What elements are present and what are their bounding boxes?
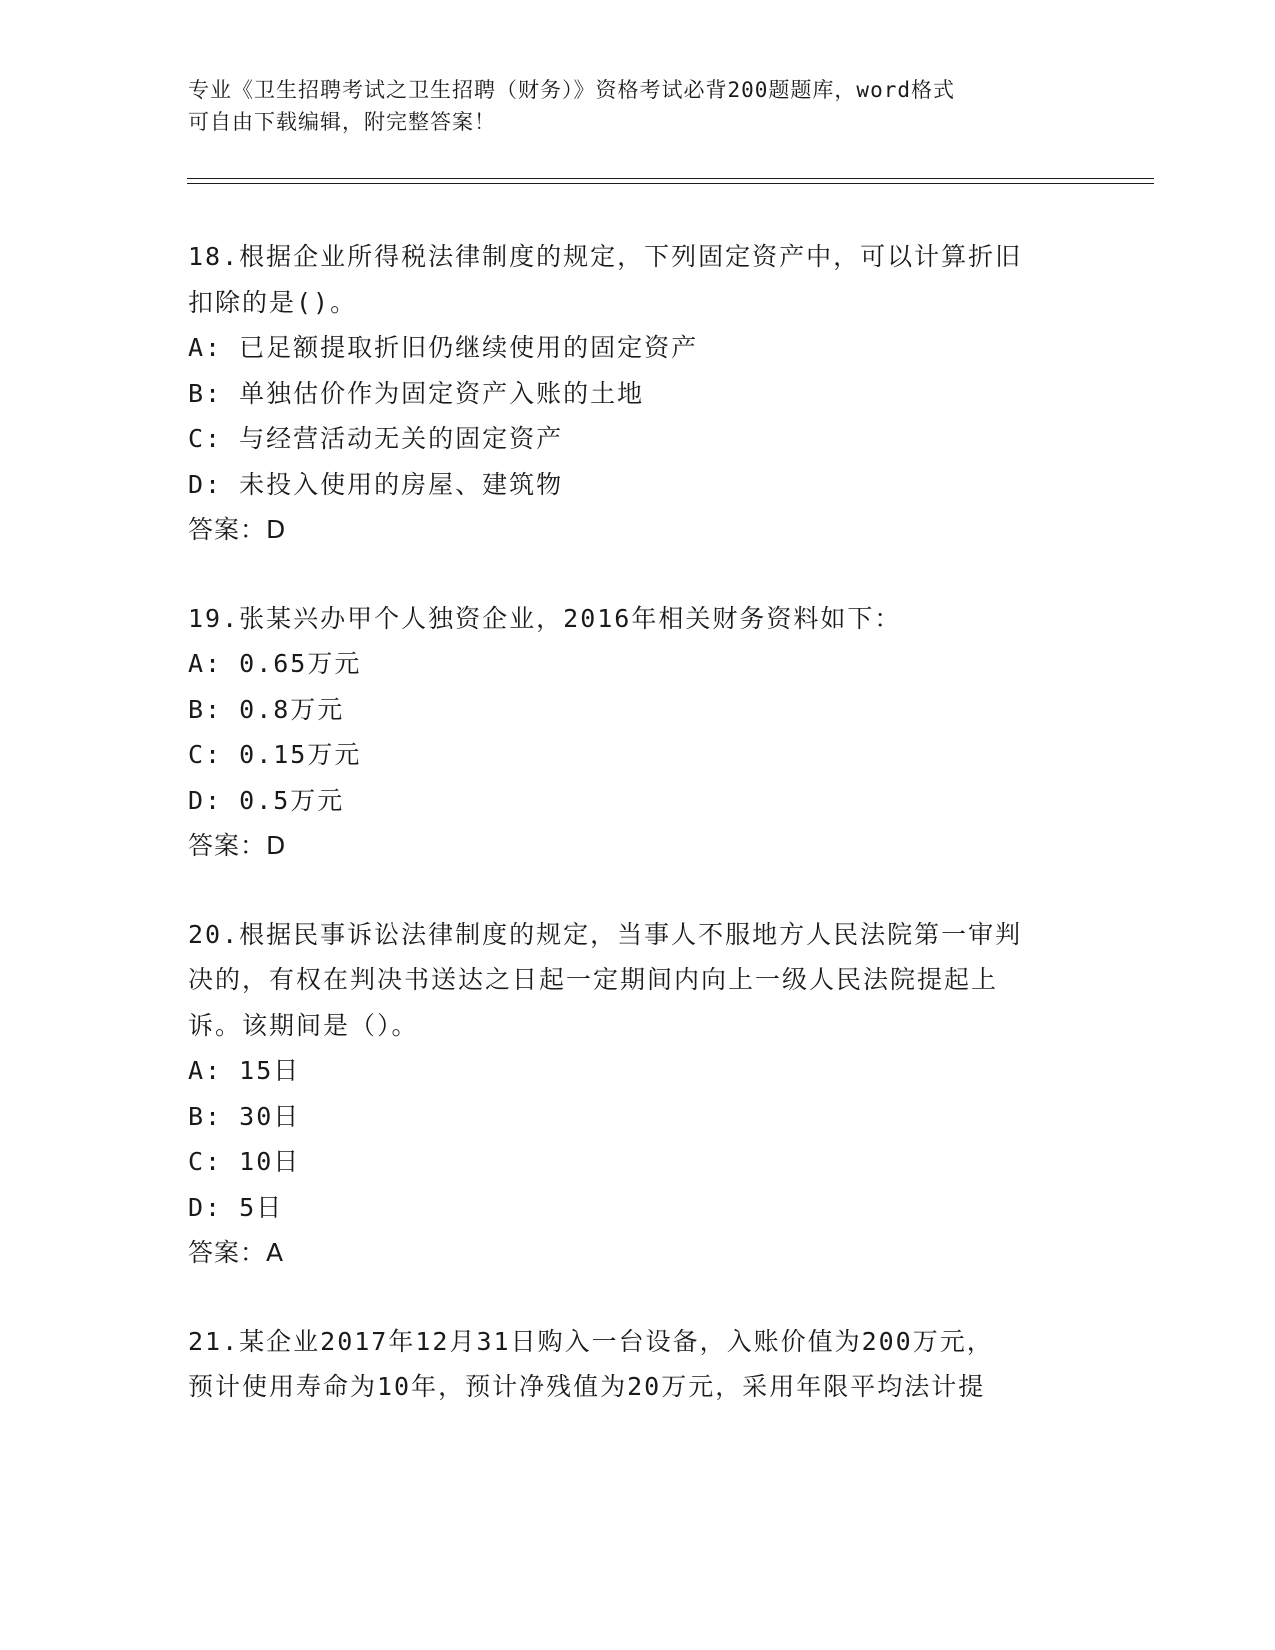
question-19-option-b: B: 0.8万元 [188, 694, 345, 724]
question-18-answer: 答案：D [188, 515, 287, 544]
question-gap [188, 869, 1088, 912]
question-20-stem-1: 20.根据民事诉讼法律制度的规定，当事人不服地方人民法院第一审判 [188, 919, 1023, 949]
question-21 [188, 1319, 1088, 1410]
question-20-option-d: D: 5日 [188, 1192, 284, 1222]
question-20-answer: 答案：A [188, 1238, 285, 1267]
question-19-option-d: D: 0.5万元 [188, 785, 345, 815]
question-18-option-a: A: 已足额提取折旧仍继续使用的固定资产 [188, 333, 699, 362]
question-list [188, 234, 1088, 1410]
question-18-stem-2: 扣除的是()。 [188, 287, 358, 317]
question-18-option-d: D: 未投入使用的房屋、建筑物 [188, 469, 564, 499]
question-21-stem-2: 预计使用寿命为10年，预计净残值为20万元，采用年限平均法计提 [188, 1372, 986, 1401]
question-20-option-b: B: 30日 [188, 1101, 301, 1131]
question-18-option-c: C: 与经营活动无关的固定资产 [188, 424, 564, 453]
question-21-stem-1: 21.某企业2017年12月31日购入一台设备，入账价值为200万元， [188, 1326, 994, 1356]
question-19-option-a: A: 0.65万元 [188, 649, 362, 678]
question-20-option-a: A: 15日 [188, 1056, 301, 1085]
question-18-stem-1: 18.根据企业所得税法律制度的规定，下列固定资产中，可以计算折旧 [188, 242, 1023, 271]
question-19 [188, 596, 1088, 869]
header-line-2: 可自由下载编辑，附完整答案！ [188, 110, 496, 134]
header-line-1: 专业《卫生招聘考试之卫生招聘（财务）》资格考试必背200题题库，word格式 [188, 78, 955, 102]
question-20-stem-3: 诉。该期间是（）。 [188, 1010, 419, 1040]
question-18 [188, 234, 1088, 553]
question-20 [188, 912, 1088, 1276]
question-19-answer: 答案：D [188, 831, 287, 860]
question-gap [188, 553, 1088, 596]
question-20-option-c: C: 10日 [188, 1147, 301, 1176]
question-20-stem-2: 决的，有权在判决书送达之日起一定期间内向上一级人民法院提起上 [188, 965, 999, 994]
header-rule-top [187, 178, 1154, 179]
question-19-option-c: C: 0.15万元 [188, 740, 362, 769]
question-18-option-b: B: 单独估价作为固定资产入账的土地 [188, 378, 645, 408]
document-header [188, 74, 1088, 138]
question-19-stem-1: 19.张某兴办甲个人独资企业，2016年相关财务资料如下： [188, 603, 902, 633]
header-rule-bottom [187, 183, 1154, 184]
question-gap [188, 1276, 1088, 1319]
